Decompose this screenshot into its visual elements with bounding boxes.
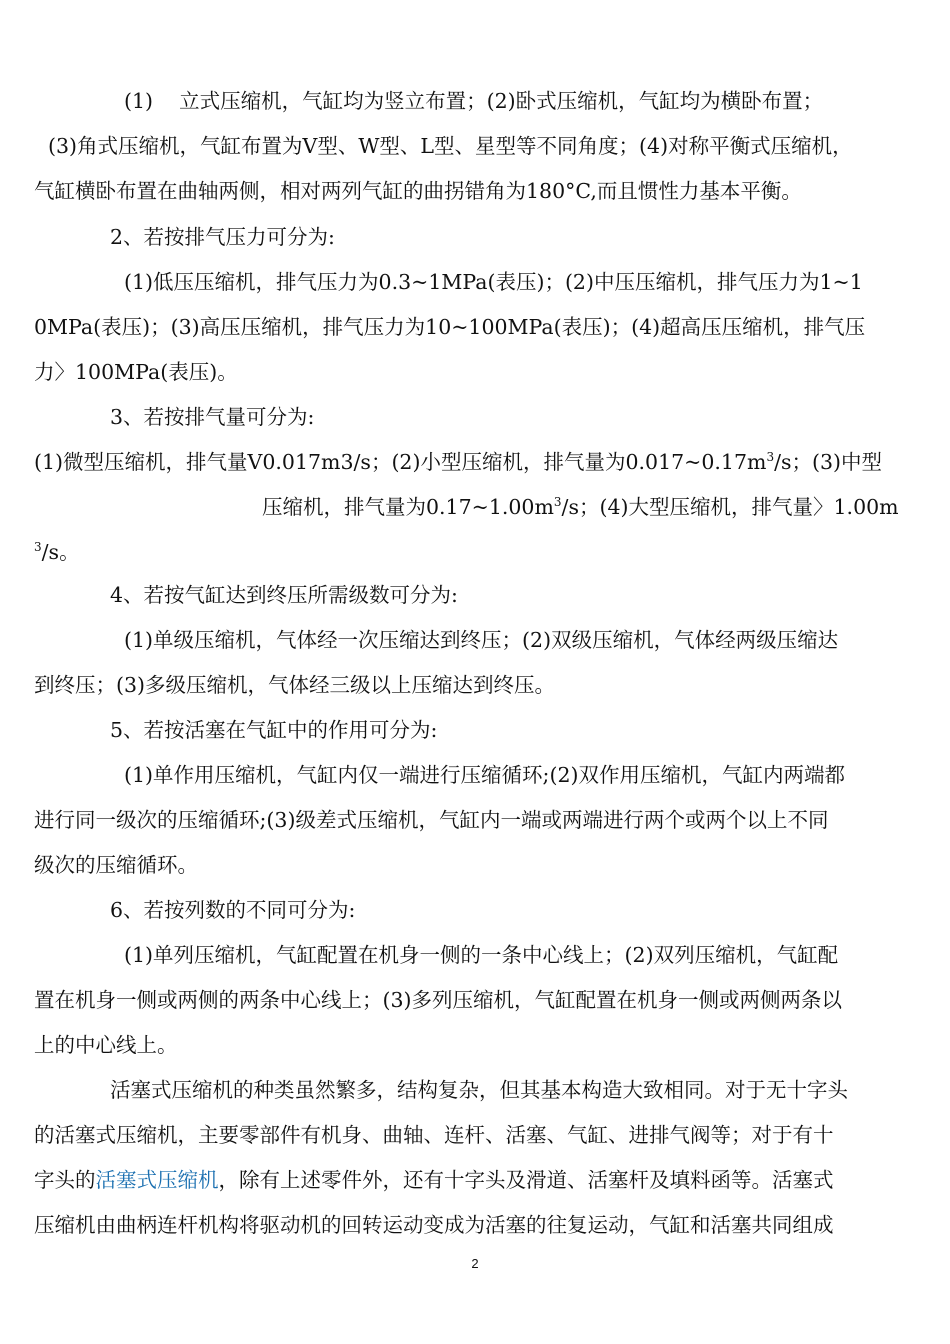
text-line: 字头的活塞式压缩机，除有上述零件外，还有十字头及滑道、活塞杆及填料函等。活塞式 <box>34 1168 834 1192</box>
piston-compressor-link[interactable]: 活塞式压缩机 <box>95 1168 219 1192</box>
text-line: 活塞式压缩机的种类虽然繁多，结构复杂，但其基本构造大致相同。对于无十字头 <box>110 1078 848 1102</box>
text-line: (1)单列压缩机，气缸配置在机身一侧的一条中心线上；(2)双列压缩机，气缸配 <box>124 943 839 967</box>
text-line: 0MPa(表压)；(3)高压压缩机，排气压力为10~100MPa(表压)；(4)超高压压缩机，排气压 <box>34 315 866 339</box>
text-line: 压缩机由曲柄连杆机构将驱动机的回转运动变成为活塞的往复运动，气缸和活塞共同组成 <box>34 1213 834 1237</box>
text-line: (1)单作用压缩机，气缸内仅一端进行压缩循环;(2)双作用压缩机，气缸内两端都 <box>124 763 845 787</box>
text-line: (1)单级压缩机，气体经一次压缩达到终压；(2)双级压缩机，气体经两级压缩达 <box>124 628 839 652</box>
text-line: 压缩机，排气量为$0.17\sim 1.00m^3/s$；(4)大型压缩机，排气量〉1.00m <box>262 495 899 519</box>
text-line: 力〉100MPa(表压)。 <box>34 360 238 384</box>
superscript: 3 <box>766 450 775 464</box>
text-line: (1)低压压缩机，排气压力为0.3~1MPa(表压)；(2)中压压缩机，排气压力为1~1 <box>124 270 863 294</box>
section-heading: 3、若按排气量可分为: <box>110 405 315 429</box>
section-heading: 2、若按排气压力可分为: <box>110 225 335 249</box>
text-line: (1)微型压缩机，排气量V0.017m3/s；(2)小型压缩机，排气量为$0.017\sim 0.17m^3/s$；(3)中型 <box>34 450 883 474</box>
text-line: $^3$/s。 <box>34 540 80 564</box>
superscript: 3 <box>34 540 42 554</box>
page-number: 2 <box>471 1256 479 1271</box>
section-heading: 5、若按活塞在气缸中的作用可分为: <box>110 718 438 742</box>
text-line: 级次的压缩循环。 <box>34 853 198 877</box>
text-line: 上的中心线上。 <box>34 1033 178 1057</box>
section-heading: 4、若按气缸达到终压所需级数可分为: <box>110 583 458 607</box>
superscript: 3 <box>553 495 562 509</box>
text-line: 到终压；(3)多级压缩机，气体经三级以上压缩达到终压。 <box>34 673 556 697</box>
text-line: 置在机身一侧或两侧的两条中心线上；(3)多列压缩机，气缸配置在机身一侧或两侧两条以 <box>34 988 843 1012</box>
text-line: (3)角式压缩机，气缸布置为V型、W型、L型、星型等不同角度；(4)对称平衡式压缩机， <box>48 134 853 158</box>
text-line: 的活塞式压缩机，主要零部件有机身、曲轴、连杆、活塞、气缸、进排气阀等；对于有十 <box>34 1123 834 1147</box>
text-line: (1) 立式压缩机，气缸均为竖立布置；(2)卧式压缩机，气缸均为横卧布置； <box>124 89 824 113</box>
text-line: 气缸横卧布置在曲轴两侧，相对两列气缸的曲拐错角为180°C,而且惯性力基本平衡。 <box>34 179 802 203</box>
text-line: 进行同一级次的压缩循环;(3)级差式压缩机，气缸内一端或两端进行两个或两个以上不同 <box>34 808 829 832</box>
section-heading: 6、若按列数的不同可分为: <box>110 898 356 922</box>
